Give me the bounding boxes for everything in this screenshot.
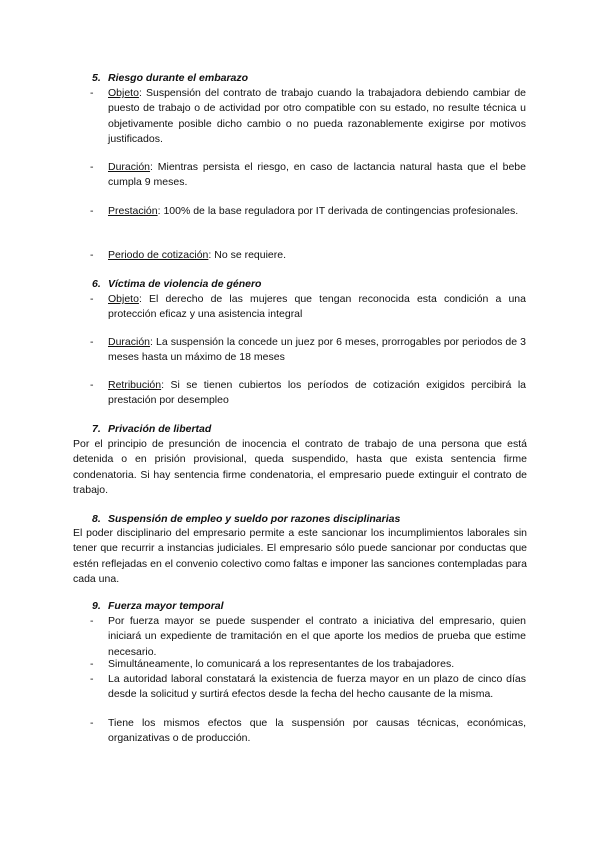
bullet-dash: - (90, 161, 94, 173)
list-item (90, 716, 526, 747)
bullet-dash: - (90, 249, 94, 261)
item-text: : Mientras persista el riesgo, en caso de lactancia natural hasta que el bebe cumpla 9 meses. (108, 161, 526, 189)
section-title: Fuerza mayor temporal (108, 600, 224, 612)
list-item (90, 248, 526, 263)
bullet-dash: - (90, 336, 94, 348)
item-text: : El derecho de las mujeres que tengan reconocida esta condición a una protección eficaz y una asistencia integral (108, 293, 526, 321)
list-item (90, 204, 526, 219)
item-text: Tiene los mismos efectos que la suspensión por causas técnicas, económicas, organizativas o de producción. (108, 717, 526, 745)
item-term: Retribución (108, 379, 162, 391)
list-item (90, 335, 526, 366)
section-title: Víctima de violencia de género (108, 278, 262, 290)
section-title: Riesgo durante el embarazo (108, 72, 249, 84)
list-item (90, 292, 526, 323)
bullet-dash: - (90, 658, 94, 670)
list-item (90, 672, 526, 703)
section-number: 7. (92, 423, 101, 435)
item-text: : La suspensión la concede un juez por 6 meses, prorrogables por periodos de 3 meses hasta un máximo de 18 meses (108, 336, 526, 364)
bullet-dash: - (90, 87, 94, 99)
section-7-paragraph: Por el principio de presunción de inocencia el contrato de trabajo de una persona que está detenida o en prisión provisional, queda suspendido, hasta que exista sentencia firme condenatoria. Si hay sentencia firme condenatoria, el empresario puede extinguir el contrato de trabajo. (73, 438, 527, 497)
bullet-dash: - (90, 293, 94, 305)
section-5-heading (92, 71, 248, 86)
section-9-heading (92, 599, 224, 614)
section-number: 9. (92, 600, 101, 612)
item-text: Simultáneamente, lo comunicará a los representantes de los trabajadores. (108, 658, 455, 670)
item-term: Duración (108, 161, 151, 173)
bullet-dash: - (90, 615, 94, 627)
item-text: : Suspensión del contrato de trabajo cuando la trabajadora debiendo cambiar de puesto de trabajo o de actividad por otro compatible con su estado, no resulte técnica u objetivamente posible dicho cambio o no pueda razonablemente exigirse por motivos justificados. (108, 87, 526, 146)
list-item (90, 657, 526, 672)
item-text: : No se requiere. (208, 249, 287, 261)
section-6-heading (92, 277, 261, 292)
item-text: : Si se tienen cubiertos los períodos de cotización exigidos percibirá la prestación por desempleo (108, 379, 526, 407)
item-term: Objeto (108, 87, 139, 99)
section-7-heading (92, 422, 211, 437)
section-title: Suspensión de empleo y sueldo por razones disciplinarias (108, 513, 401, 525)
section-title: Privación de libertad (108, 423, 212, 435)
bullet-dash: - (90, 717, 94, 729)
bullet-dash: - (90, 205, 94, 217)
section-8-paragraph: El poder disciplinario del empresario permite a este sancionar los incumplimientos laborales sin tener que recurrir a instancias judiciales. El empresario sólo puede sancionar por conductas que estén reflejadas en el convenio colectivo como faltas e imponer las sanciones contempladas para cada una. (73, 527, 527, 586)
item-term: Objeto (108, 293, 139, 305)
bullet-dash: - (90, 673, 94, 685)
list-item (90, 160, 526, 191)
item-text: Por fuerza mayor se puede suspender el contrato a iniciativa del empresario, quien iniciará un expediente de tramitación en el que aporte los medios de prueba que estime necesario. (108, 615, 526, 658)
item-term: Periodo de cotización (108, 249, 209, 261)
item-term: Duración (108, 336, 151, 348)
list-item (90, 614, 526, 660)
section-number: 5. (92, 72, 101, 84)
item-term: Prestación (108, 205, 158, 217)
section-number: 6. (92, 278, 101, 290)
bullet-dash: - (90, 379, 94, 391)
item-text: : 100% de la base reguladora por IT derivada de contingencias profesionales. (157, 205, 519, 217)
list-item (90, 378, 526, 409)
list-item (90, 86, 526, 148)
section-number: 8. (92, 513, 101, 525)
item-text: La autoridad laboral constatará la existencia de fuerza mayor en un plazo de cinco días desde la solicitud y surtirá efectos desde la fecha del hecho causante de la misma. (108, 673, 526, 701)
